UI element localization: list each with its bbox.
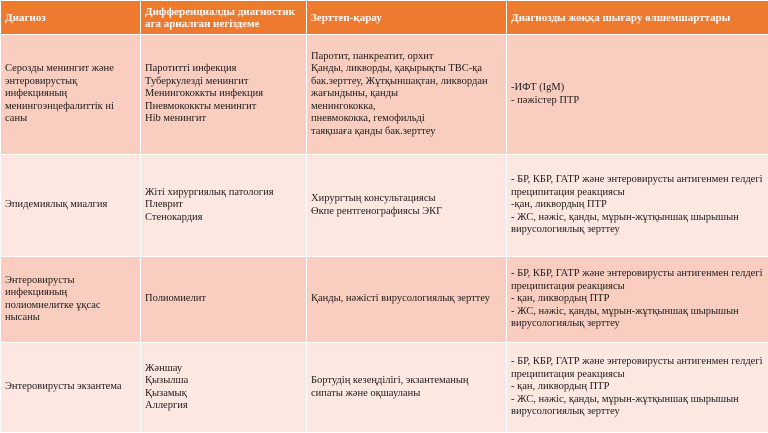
header-exams: Зерттеп-қарау (307, 1, 507, 35)
criteria-line: - ЖС, нәжіс, қанды, мұрын-жұтқыншақ шырышын вирусологиялық зерттеу (511, 212, 764, 237)
exam-line: пневмококка, гемофильді (311, 113, 502, 126)
exams-cell (307, 343, 507, 433)
basis-line: Жәншау (145, 363, 302, 376)
criteria-line: - БР, КБР, ГАТР және энтеровирусты антигенмен гелдегі преципитация реакциясы (511, 356, 764, 381)
basis-line: Туберкулезді менингит (145, 76, 302, 89)
header-basis: Дифференциалды диагностик ага арналған негіздеме (141, 1, 307, 35)
basis-line: Жіті хирургиялық патология (145, 187, 302, 200)
basis-line: Қызамық (145, 388, 302, 401)
criteria-line: -қан, ликвордың ПТР (511, 199, 764, 212)
table-row (1, 155, 768, 257)
basis-line: Стенокардия (145, 212, 302, 225)
table-row (1, 257, 768, 343)
criteria-line: - қан, ликвордың ПТР (511, 293, 764, 306)
criteria-line: -ИФТ (IgM) (511, 82, 764, 95)
diagnosis-cell: Энтеровирусты экзантема (1, 343, 141, 433)
exam-line: Қанды, ликворды, қақырықты ТВС-қа бак.зерттеу, Жұтқыншақтан, ликвордан жағындыны, қанды (311, 63, 502, 101)
basis-line: Паротитті инфекция (145, 63, 302, 76)
diagnosis-cell: Эпидемиялық миалгия (1, 155, 141, 257)
exams-cell (307, 155, 507, 257)
criteria-line: - БР, КБР, ГАТР және энтеровирусты антигенмен гелдегі преципитация реакциясы (511, 174, 764, 199)
criteria-line: - ЖС, нәжіс, қанды, мұрын-жұтқыншақ шырышын вирусологиялық зерттеу (511, 394, 764, 419)
criteria-line: - БР, КБР, ГАТР және энтеровирусты антигенмен гелдегі преципитация реакциясы (511, 268, 764, 293)
exam-line: Паротит, панкреатит, орхит (311, 51, 502, 64)
basis-line: Плеврит (145, 199, 302, 212)
basis-line: Менингококкты инфекция (145, 88, 302, 101)
criteria-cell (507, 343, 768, 433)
exam-line: таяқшаға қанды бак.зерттеу (311, 126, 502, 139)
exam-line: менингококка, (311, 101, 502, 114)
diagnosis-cell: Энтеровирусты инфекцияның полиомиелитке ұқсас нысаны (1, 257, 141, 343)
basis-line: Қызылша (145, 375, 302, 388)
basis-cell (141, 35, 307, 155)
exam-line: Қанды, нәжісті вирусологиялық зерттеу (311, 293, 502, 306)
table-row (1, 343, 768, 433)
criteria-line: - қан, ликвордың ПТР (511, 381, 764, 394)
basis-line: Пневмококкты менингит (145, 101, 302, 114)
criteria-line: - ЖС, нәжіс, қанды, мұрын-жұтқыншақ шырышын вирусологиялық зерттеу (511, 306, 764, 331)
basis-cell (141, 343, 307, 433)
header-diagnosis: Диагноз (1, 1, 141, 35)
exam-line: Бортудің кезеңділігі, экзантеманың сипаты және оқшауланы (311, 375, 502, 400)
basis-cell (141, 155, 307, 257)
basis-line: Полиомиелит (145, 293, 302, 306)
criteria-cell (507, 155, 768, 257)
criteria-cell (507, 35, 768, 155)
header-criteria: Диагнозды жоққа шығару өлшемшарттары (507, 1, 768, 35)
criteria-line: - пәжістер ПТР (511, 95, 764, 108)
diagnosis-cell: Серозды менингит және энтеровирустық инфекцияның менингоэнцефалиттік ні саны (1, 35, 141, 155)
exams-cell (307, 257, 507, 343)
criteria-cell (507, 257, 768, 343)
basis-cell (141, 257, 307, 343)
exam-line: Өкпе рентгенографиясы ЭКГ (311, 206, 502, 219)
table-row (1, 35, 768, 155)
basis-line: Аллергия (145, 400, 302, 413)
exam-line: Хирургтың консультациясы (311, 193, 502, 206)
table-header-row (1, 1, 768, 35)
exams-cell (307, 35, 507, 155)
basis-line: Hib менингит (145, 113, 302, 126)
